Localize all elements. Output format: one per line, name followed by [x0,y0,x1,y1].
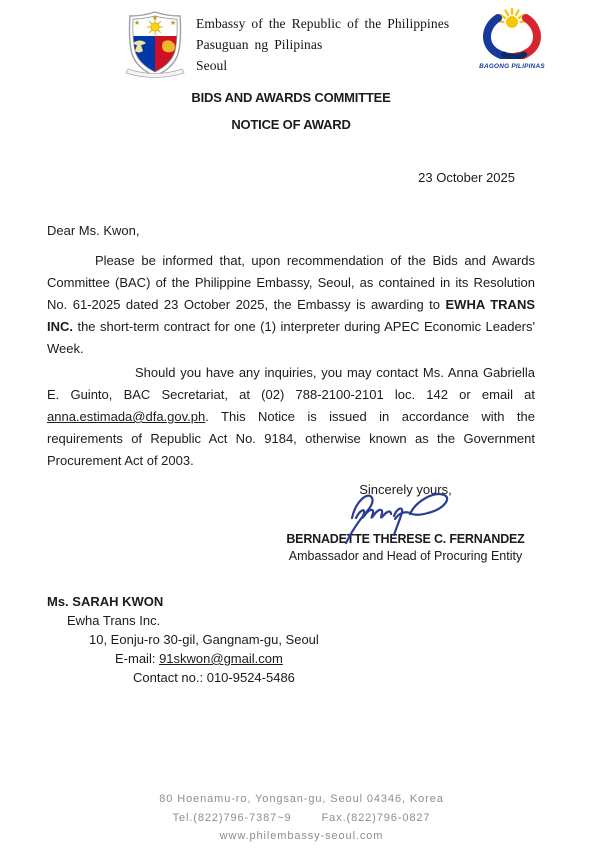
embassy-title-line3: Seoul [196,58,228,73]
bagong-pilipinas-logo [477,7,547,70]
footer-address: 80 Hoenamu-ro, Yongsan-gu, Seoul 04346, Korea [159,793,444,805]
recipient-contact-number: 010-9524-5486 [206,670,295,685]
bagong-pilipinas-icon [480,7,544,59]
recipient-block [47,592,535,687]
svg-text:★: ★ [151,14,159,22]
recipient-contact-label: Contact no.: [133,670,207,685]
recipient-email-line [115,649,535,668]
embassy-title-line2: Pasuguan ng Pilipinas [196,37,323,52]
valediction: Sincerely yours, [359,482,452,497]
svg-text:★: ★ [133,19,141,27]
svg-text:★: ★ [169,19,177,27]
footer-tel-fax-line [0,809,603,828]
committee-heading: BIDS AND AWARDS COMMITTEE [191,90,391,105]
recipient-name: Ms. SARAH KWON [47,594,164,609]
sun-icon [151,23,159,31]
recipient-contact-line [133,668,535,687]
embassy-title-line1: Embassy of the Republic of the Philippines [196,16,450,31]
recipient-address: 10, Eonju-ro 30-gil, Gangnam-gu, Seoul [89,632,319,647]
embassy-title [196,13,449,76]
signer-name: BERNADETTE THERESE C. FERNANDEZ [286,532,525,546]
closing-block [278,482,533,564]
salutation: Dear Ms. Kwon, [47,223,140,238]
footer-tel: Tel.(822)796-7387~9 [172,811,292,824]
body-paragraph-1: Please be informed that, upon recommendation of the Bids and Awards Committee (BAC) of the Philippine Embassy, Seoul, as contained in its Resolution No. 61-2025 dated 23 October 2025, the Embassy is awarding to EWHA TRANS INC. the short-term contract for one (1) interpreter during APEC Economic Leaders' Week. [47,253,536,356]
signer-title: Ambassador and Head of Procuring Entity [288,549,523,563]
letter-date: 23 October 2025 [418,170,515,185]
philippine-coat-of-arms-icon [124,10,186,78]
letter-body [47,90,535,687]
signature-area [278,498,533,532]
footer-fax: Fax.(822)796-0827 [321,811,431,824]
bagong-pilipinas-caption: BAGONG PILIPINAS [479,63,545,70]
footer-website: www.philembassy-seoul.com [219,830,384,842]
notice-of-award-heading: NOTICE OF AWARD [231,117,351,132]
letter-footer [0,790,603,846]
recipient-company: Ewha Trans Inc. [67,613,161,628]
recipient-email-label: E-mail: [115,651,160,666]
body-paragraph-2: Should you have any inquiries, you may contact Ms. Anna Gabriella E. Guinto, BAC Secretariat, at (02) 788-2100-2101 loc. 142 or email at anna.estimada@dfa.gov.ph. This Notice is issued in accordance with the requirements of Republic Act No. 9184, otherwise known as the Government Procurement Act of 2003. [47,365,535,468]
letterhead [0,0,603,80]
recipient-email: 91skwon@gmail.com [159,651,283,666]
